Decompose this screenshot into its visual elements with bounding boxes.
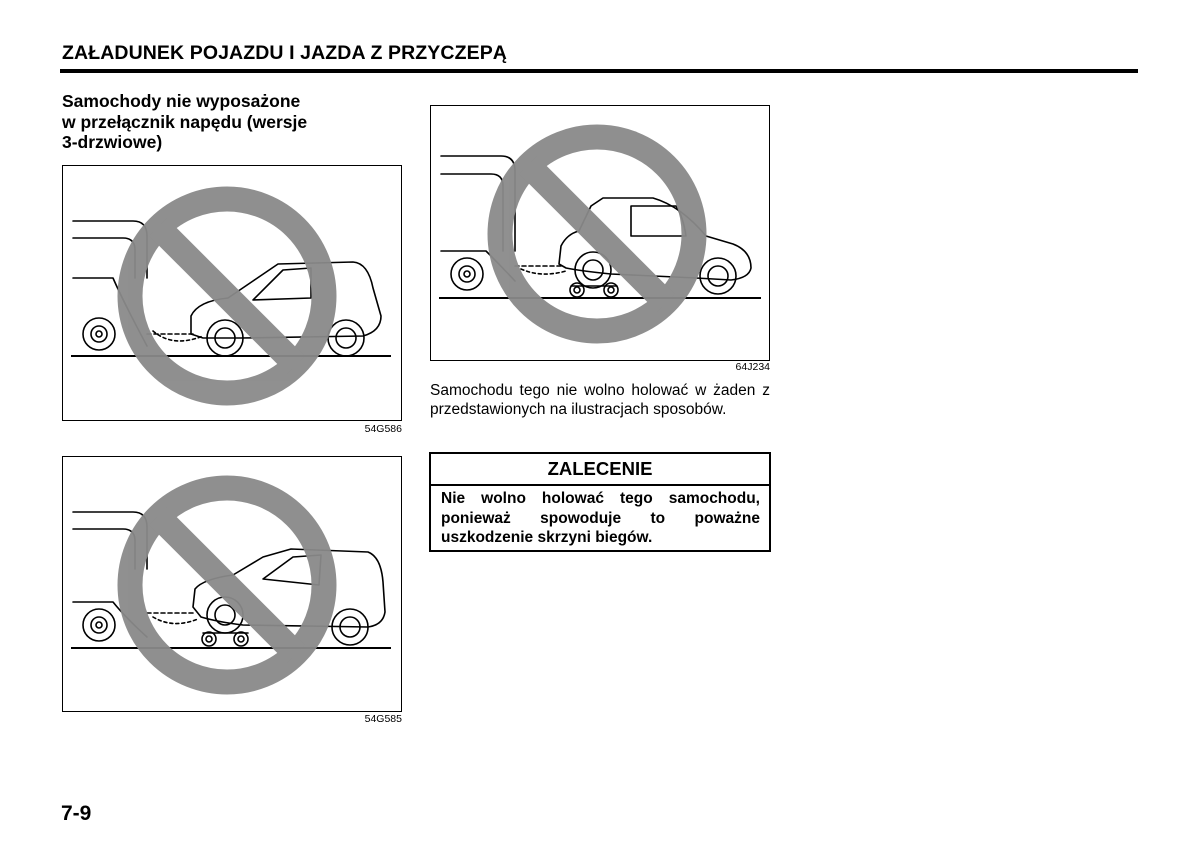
figure-code-3: 64J234 bbox=[735, 361, 770, 373]
section-heading-line-2: w przełącznik napędu (wersje bbox=[62, 111, 308, 132]
page-header-title: ZAŁADUNEK POJAZDU I JAZDA Z PRZYCZEPĄ bbox=[62, 42, 507, 64]
header-rule bbox=[60, 69, 1138, 73]
note-text: Nie wolno holować tego samochodu, ponieważ spowoduje to poważne uszkodzenie skrzyni biegów. bbox=[441, 490, 760, 546]
figure-code-2: 54G585 bbox=[364, 713, 402, 725]
note-title: ZALECENIE bbox=[431, 454, 769, 486]
prohibition-tow-front-on-dolly-icon bbox=[63, 457, 401, 711]
section-heading-line-3: 3-drzwiowe) bbox=[62, 132, 163, 152]
figure-tow-front-dolly bbox=[62, 456, 402, 712]
section-heading bbox=[62, 91, 362, 153]
section-heading-line-1: Samochody nie wyposażone bbox=[62, 91, 301, 111]
note-box bbox=[429, 452, 771, 552]
body-paragraph: Samochodu tego nie wolno holować w żaden z przedstawionych na ilustracjach sposobów. bbox=[430, 382, 770, 418]
page-number: 7-9 bbox=[61, 802, 92, 825]
figure-tow-rear-dolly bbox=[430, 105, 770, 361]
prohibition-tow-rear-on-dolly-icon bbox=[431, 106, 769, 360]
prohibition-tow-all-wheels-on-ground-icon bbox=[63, 166, 401, 420]
figure-tow-flat bbox=[62, 165, 402, 421]
figure-code-1: 54G586 bbox=[364, 423, 402, 435]
